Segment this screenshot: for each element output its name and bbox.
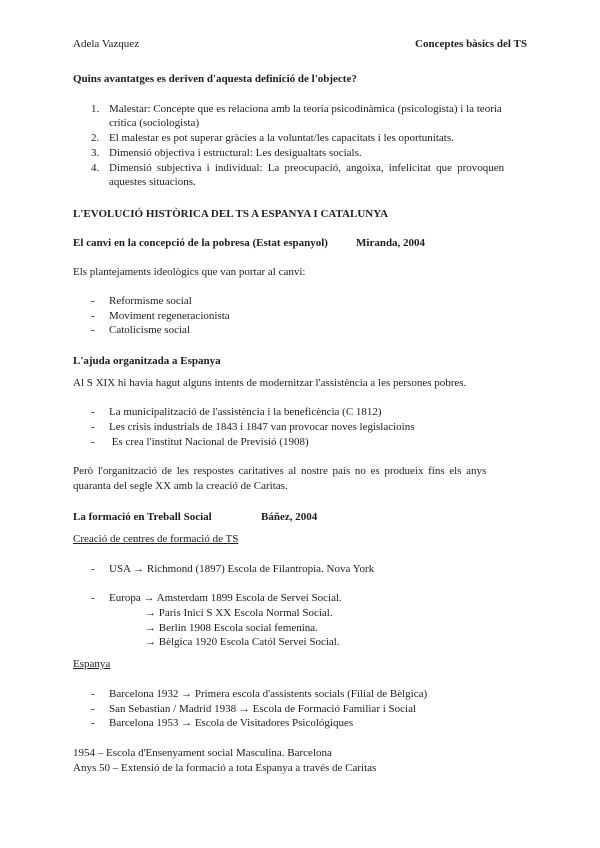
subheading-spain: Espanya	[73, 658, 111, 670]
list-item: Barcelona 1932 → Primera escola d'assistents socials (Filial de Bèlgica)	[109, 688, 428, 700]
list-item: San Sebastian / Madrid 1938 → Escola de Formació Familiar i Social	[109, 703, 417, 715]
sub-item: → Paris Inici S XX Escola Normal Social.	[145, 607, 333, 619]
list-item: La municipalització de l'assistència i la beneficència (C 1812)	[109, 406, 382, 418]
dash-bullet: -	[91, 295, 95, 307]
dash-bullet: -	[91, 688, 95, 700]
paragraph-line: Però l'organització de les respostes caritatives al nostre país no es produeix fins els anys	[73, 465, 487, 477]
list-number: 3.	[91, 147, 100, 159]
sub-item: → Bèlgica 1920 Escola Catól Servei Social.	[145, 636, 340, 648]
list-number: 4.	[91, 162, 100, 174]
list-item: Catolicisme social	[109, 324, 190, 336]
section-heading-evolution: L'EVOLUCIÓ HISTÒRICA DEL TS A ESPANYA I CATALUNYA	[73, 208, 389, 220]
list-number: 1.	[91, 103, 100, 115]
dash-bullet: -	[91, 324, 95, 336]
list-item-usa: USA → Richmond (1897) Escola de Filantropia. Nova York	[109, 563, 375, 575]
paragraph-line: quaranta del segle XX amb la creació de Caritas.	[73, 480, 288, 492]
footer-line: Anys 50 – Extensió de la formació a tota Espanya a través de Caritas	[73, 762, 377, 774]
dash-bullet: -	[91, 310, 95, 322]
list-item: Dimensió objectiva i estructural: Les desigualtats socials.	[109, 147, 362, 159]
sub-item: → Berlin 1908 Escola social femenina.	[145, 622, 318, 634]
list-item: Es crea l'institut Nacional de Previsió (1908)	[109, 436, 309, 448]
dash-bullet: -	[91, 592, 95, 604]
subheading-centres: Creació de centres de formació de TS	[73, 533, 239, 545]
list-item: Malestar: Concepte que es relaciona amb la teoria psicodinàmica (psicologista) i la teoria	[109, 103, 502, 115]
list-item: Reformisme social	[109, 295, 192, 307]
intro-text: Al S XIX hi havia hagut alguns intents de modernitzar l'assistència a les persones pobres.	[73, 377, 467, 389]
subheading-aid: L'ajuda organitzada a Espanya	[73, 355, 221, 367]
dash-bullet: -	[91, 421, 95, 433]
list-number: 2.	[91, 132, 100, 144]
list-item: Les crisis industrials de 1843 i 1847 van provocar noves legislacioins	[109, 421, 415, 433]
list-item: Dimensió subjectiva i individual: La preocupació, angoixa, infelicitat que provoquen	[109, 162, 505, 174]
citation-banez: Báñez, 2004	[261, 511, 318, 523]
list-item-continuation: crítica (sociologista)	[109, 117, 200, 129]
question-heading: Quins avantatges es deriven d'aquesta definició de l'objecte?	[73, 73, 357, 85]
subheading-training: La formació en Treball Social	[73, 511, 212, 523]
subheading-poverty: El canvi en la concepció de la pobresa (Estat espanyol)	[73, 237, 328, 249]
dash-bullet: -	[91, 406, 95, 418]
list-item: El malestar es pot superar gràcies a la voluntat/les capacitats i les oportunitats.	[109, 132, 454, 144]
list-item-continuation: aquestes situacions.	[109, 176, 196, 188]
citation-miranda: Miranda, 2004	[356, 237, 426, 249]
list-item-europe: Europa → Amsterdam 1899 Escola de Servei Social.	[109, 592, 342, 604]
list-item: Moviment regeneracionista	[109, 310, 230, 322]
dash-bullet: -	[91, 436, 95, 448]
header-title: Conceptes bàsics del TS	[415, 38, 527, 50]
dash-bullet: -	[91, 563, 95, 575]
list-item: Barcelona 1953 → Escola de Visitadores Psicológiques	[109, 717, 354, 729]
dash-bullet: -	[91, 703, 95, 715]
dash-bullet: -	[91, 717, 95, 729]
intro-text: Els plantejaments ideològics que van portar al canvi:	[73, 266, 306, 278]
header-author: Adela Vazquez	[73, 38, 140, 50]
footer-line: 1954 – Escola d'Ensenyament social Masculina. Barcelona	[73, 747, 332, 759]
